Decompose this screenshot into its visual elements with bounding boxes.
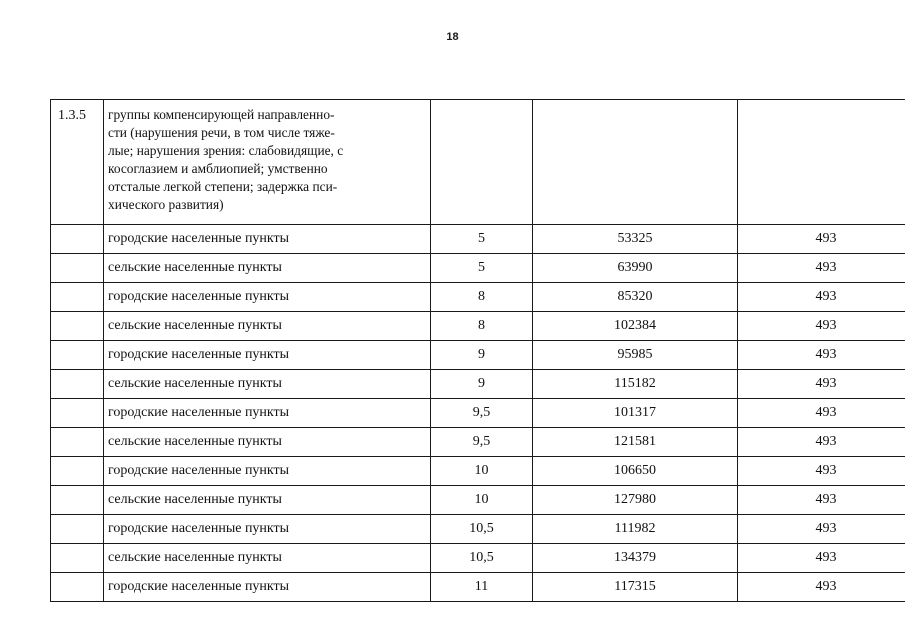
- row-number-cell: [51, 486, 104, 515]
- row-label: городские населенные пункты: [104, 457, 431, 486]
- section-description-line: хического развития): [108, 197, 224, 212]
- row-group: 9: [431, 341, 533, 370]
- row-code: 493: [738, 486, 905, 515]
- row-code: 493: [738, 312, 905, 341]
- row-code: 493: [738, 225, 905, 254]
- page-number: 18: [446, 31, 459, 43]
- row-label: городские населенные пункты: [104, 283, 431, 312]
- row-amount: 101317: [533, 399, 738, 428]
- row-code: 493: [738, 341, 905, 370]
- row-amount: 106650: [533, 457, 738, 486]
- table-row: [51, 283, 905, 312]
- empty-header-cell: [431, 100, 533, 225]
- table-row: [51, 254, 905, 283]
- row-group: 8: [431, 312, 533, 341]
- row-number-cell: [51, 573, 104, 602]
- row-number-cell: [51, 457, 104, 486]
- row-amount: 121581: [533, 428, 738, 457]
- row-amount: 95985: [533, 341, 738, 370]
- row-label: городские населенные пункты: [104, 573, 431, 602]
- row-amount: 115182: [533, 370, 738, 399]
- table-row: [51, 515, 905, 544]
- section-number: 1.3.5: [51, 100, 104, 225]
- row-label: городские населенные пункты: [104, 399, 431, 428]
- row-group: 9,5: [431, 428, 533, 457]
- row-group: 11: [431, 573, 533, 602]
- empty-header-cell: [533, 100, 738, 225]
- table-row: [51, 544, 905, 573]
- section-description-line: косоглазием и амблиопией; умственно: [108, 161, 328, 176]
- row-label: сельские населенные пункты: [104, 312, 431, 341]
- table-row: [51, 341, 905, 370]
- table-row: [51, 428, 905, 457]
- row-code: 493: [738, 544, 905, 573]
- row-amount: 102384: [533, 312, 738, 341]
- row-label: сельские населенные пункты: [104, 486, 431, 515]
- row-group: 10: [431, 457, 533, 486]
- row-code: 493: [738, 515, 905, 544]
- row-group: 5: [431, 254, 533, 283]
- row-number-cell: [51, 370, 104, 399]
- row-group: 9,5: [431, 399, 533, 428]
- row-amount: 85320: [533, 283, 738, 312]
- row-code: 493: [738, 254, 905, 283]
- table-row: [51, 573, 905, 602]
- row-amount: 127980: [533, 486, 738, 515]
- row-code: 493: [738, 573, 905, 602]
- data-table: [50, 99, 905, 602]
- row-code: 493: [738, 428, 905, 457]
- row-number-cell: [51, 428, 104, 457]
- table-row: [51, 370, 905, 399]
- row-label: сельские населенные пункты: [104, 544, 431, 573]
- section-header-row: [51, 100, 905, 225]
- row-amount: 117315: [533, 573, 738, 602]
- section-description-line: лые; нарушения зрения: слабовидящие, с: [108, 143, 344, 158]
- table-row: [51, 486, 905, 515]
- row-code: 493: [738, 457, 905, 486]
- row-amount: 111982: [533, 515, 738, 544]
- row-label: городские населенные пункты: [104, 225, 431, 254]
- row-amount: 63990: [533, 254, 738, 283]
- row-label: сельские населенные пункты: [104, 370, 431, 399]
- row-label: городские населенные пункты: [104, 341, 431, 370]
- row-label: городские населенные пункты: [104, 515, 431, 544]
- table-row: [51, 225, 905, 254]
- row-group: 10,5: [431, 515, 533, 544]
- row-code: 493: [738, 283, 905, 312]
- section-description-line: группы компенсирующей направленно-: [108, 107, 335, 122]
- table-row: [51, 399, 905, 428]
- row-group: 10: [431, 486, 533, 515]
- row-number-cell: [51, 225, 104, 254]
- row-number-cell: [51, 544, 104, 573]
- empty-header-cell: [738, 100, 905, 225]
- row-number-cell: [51, 312, 104, 341]
- row-number-cell: [51, 399, 104, 428]
- row-group: 8: [431, 283, 533, 312]
- row-number-cell: [51, 515, 104, 544]
- row-group: 10,5: [431, 544, 533, 573]
- row-number-cell: [51, 283, 104, 312]
- row-code: 493: [738, 370, 905, 399]
- section-description-line: отсталые легкой степени; задержка пси-: [108, 179, 338, 194]
- row-amount: 134379: [533, 544, 738, 573]
- section-description: [104, 100, 431, 225]
- row-group: 5: [431, 225, 533, 254]
- row-group: 9: [431, 370, 533, 399]
- table-row: [51, 312, 905, 341]
- section-description-line: сти (нарушения речи, в том числе тяже-: [108, 125, 335, 140]
- table-row: [51, 457, 905, 486]
- row-code: 493: [738, 399, 905, 428]
- table-body: [51, 225, 905, 602]
- row-label: сельские населенные пункты: [104, 254, 431, 283]
- row-number-cell: [51, 254, 104, 283]
- row-number-cell: [51, 341, 104, 370]
- row-label: сельские населенные пункты: [104, 428, 431, 457]
- row-amount: 53325: [533, 225, 738, 254]
